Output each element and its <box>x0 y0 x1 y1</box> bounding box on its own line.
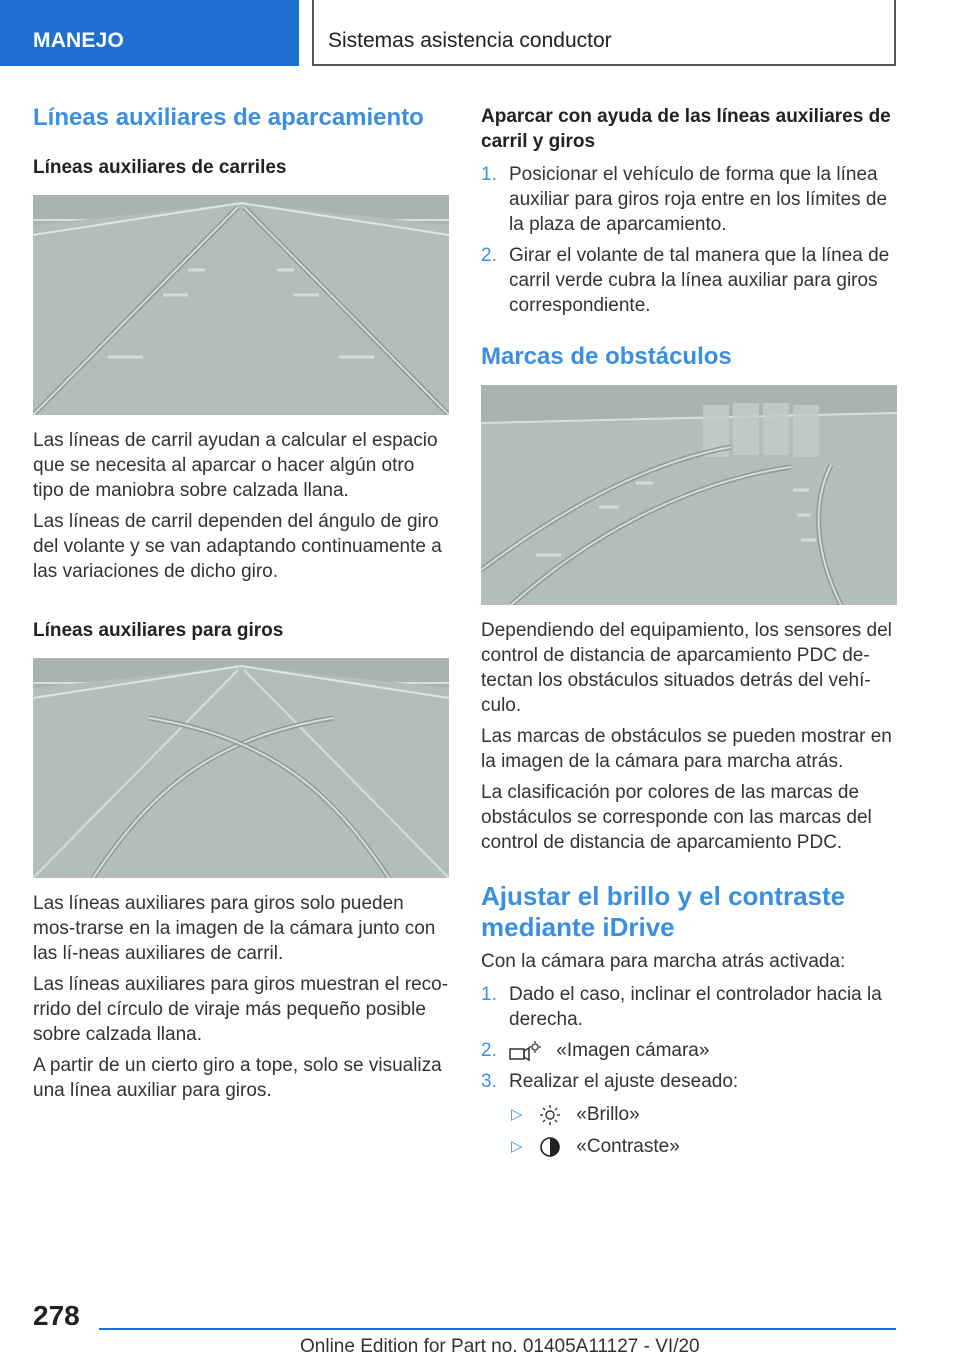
step-text: Posicionar el vehículo de forma que la línea auxiliar para giros roja entre en los límites de la plaza de aparcamiento. <box>509 164 888 235</box>
section-heading: Líneas auxiliares de aparcamiento <box>33 104 424 131</box>
paragraph: Dependiendo del equipamiento, los sensores del control de distancia de aparcamiento PDC de-tectan los obstáculos situados detrás del vehí-culo. <box>481 620 892 716</box>
list-item <box>481 1102 897 1134</box>
obstacle-marks-figure <box>481 385 897 605</box>
paragraph: Las líneas de carril dependen del ángulo de giro del volante y se van adaptando continuamente a las variaciones de dicho giro. <box>33 511 442 582</box>
page-number: 278 <box>33 1300 80 1331</box>
header-section-tab <box>0 0 299 66</box>
header-chapter-label: Sistemas asistencia conductor <box>328 29 612 52</box>
paragraph: Las líneas auxiliares para giros muestran el reco-rrido del círculo de viraje más pequeño posible sobre calzada llana. <box>33 974 449 1045</box>
adjust-options-list <box>481 1102 897 1166</box>
paragraph: A partir de un cierto giro a tope, solo se visualiza una línea auxiliar para giros. <box>33 1055 442 1101</box>
bullet-triangle-icon: ▷ <box>511 1106 523 1123</box>
list-item <box>481 243 897 318</box>
list-item <box>481 1134 897 1166</box>
paragraph: Las marcas de obstáculos se pueden mostrar en la imagen de la cámara para marcha atrás. <box>481 726 892 772</box>
bullet-triangle-icon: ▷ <box>511 1138 523 1155</box>
list-item <box>481 162 897 237</box>
section-heading-obstacles: Marcas de obstáculos <box>481 343 732 370</box>
camera-settings-icon <box>509 1040 541 1062</box>
subheading-turn-lines: Líneas auxiliares para giros <box>33 620 284 641</box>
option-text: «Contraste» <box>576 1136 680 1157</box>
lane-lines-figure <box>33 195 449 415</box>
subheading-lane-lines: Líneas auxiliares de carriles <box>33 157 287 178</box>
section-heading-brightness: Ajustar el brillo y el contraste mediante iDrive <box>481 881 846 942</box>
step-text: Dado el caso, inclinar el controlador hacia la derecha. <box>509 984 882 1030</box>
step-text: Girar el volante de tal manera que la línea de carril verde cubra la línea auxiliar para giros correspondiente. <box>509 245 890 316</box>
footer-divider <box>99 1328 896 1330</box>
subheading-parking-help: Aparcar con ayuda de las líneas auxiliares de carril y giros <box>481 106 891 152</box>
paragraph: La clasificación por colores de las marcas de obstáculos se corresponde con las marcas del control de distancia de aparcamiento PDC. <box>481 782 872 853</box>
adjust-steps-list <box>481 982 897 1094</box>
step-number: 2. <box>481 1040 497 1061</box>
right-column <box>481 100 897 1166</box>
list-item <box>481 1038 897 1063</box>
option-text: «Brillo» <box>576 1104 640 1125</box>
step-number: 1. <box>481 984 497 1005</box>
step-number: 2. <box>481 245 497 266</box>
step-number: 3. <box>481 1071 497 1092</box>
footer-edition: Online Edition for Part no. 01405A11127 - VI/20 <box>300 1336 700 1357</box>
step-text: Realizar el ajuste deseado: <box>509 1071 739 1092</box>
list-item <box>481 1069 897 1094</box>
header-section-label: MANEJO <box>33 29 125 52</box>
step-number: 1. <box>481 164 497 185</box>
left-column <box>33 100 449 1103</box>
contrast-icon <box>539 1136 561 1158</box>
brightness-icon <box>539 1104 561 1126</box>
list-item <box>481 982 897 1032</box>
turn-lines-figure <box>33 658 449 878</box>
parking-steps-list <box>481 162 897 318</box>
paragraph: Las líneas de carril ayudan a calcular el espacio que se necesita al aparcar o hacer algún otro tipo de maniobra sobre calzada llana. <box>33 430 438 501</box>
step-text: «Imagen cámara» <box>556 1040 710 1061</box>
paragraph: Las líneas auxiliares para giros solo pueden mos-trarse en la imagen de la cámara junto con las lí-neas auxiliares de carril. <box>33 893 436 964</box>
paragraph: Con la cámara para marcha atrás activada: <box>481 951 846 972</box>
header-chapter-tab <box>312 0 896 66</box>
